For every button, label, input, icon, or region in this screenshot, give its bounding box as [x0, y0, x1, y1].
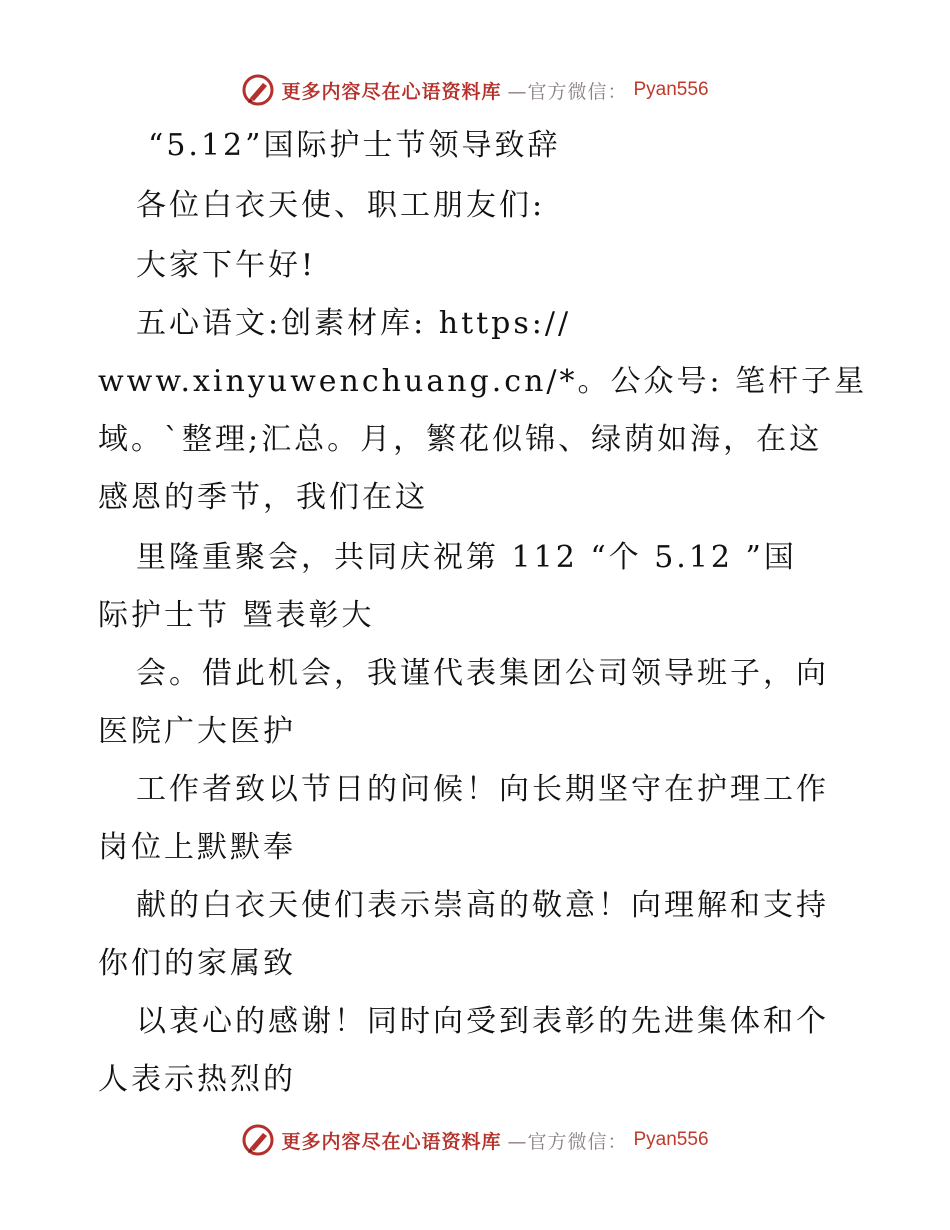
paragraph-line: 各位白衣天使、职工朋友们: [136, 188, 546, 223]
paragraph-line: 域。`整理;汇总。月，繁花似锦、绿荫如海，在这 [98, 422, 823, 457]
paragraph-line: 人表示热烈的 [98, 1062, 296, 1097]
watermark-wechat-id: Pyan556 [633, 79, 709, 100]
pen-logo-icon [241, 73, 275, 107]
paragraph-line: 你们的家属致 [98, 946, 296, 981]
footer-watermark [0, 1120, 950, 1160]
watermark-separator-text: —官方微信： [507, 80, 628, 103]
paragraph-line: 医院广大医护 [98, 714, 296, 749]
paragraph-line: 里隆重聚会，共同庆祝第 112 “个 5.12 ”国 [136, 540, 797, 575]
paragraph-line: www.xinyuwenchuang.cn/*。公众号: 笔杆子星 [98, 364, 868, 399]
watermark-wechat-id: Pyan556 [633, 1129, 709, 1150]
watermark-separator-text: —官方微信： [507, 1130, 628, 1153]
paragraph-line: 大家下午好! [136, 248, 317, 283]
paragraph-line: 会。借此机会，我谨代表集团公司领导班子，向 [136, 656, 829, 691]
paragraph-line: 际护士节 暨表彰大 [98, 598, 375, 633]
header-watermark [0, 70, 950, 110]
watermark-site-text: 更多内容尽在心语资料库 [281, 80, 502, 103]
paragraph-line: 工作者致以节日的问候！向长期坚守在护理工作 [136, 772, 829, 807]
paragraph-line: 感恩的季节，我们在这 [98, 480, 428, 515]
paragraph-line: 以衷心的感谢！同时向受到表彰的先进集体和个 [136, 1004, 829, 1039]
watermark-site-text: 更多内容尽在心语资料库 [281, 1130, 502, 1153]
paragraph-line: 五心语文:创素材库: https:// [136, 306, 572, 341]
paragraph-line: 岗位上默默奉 [98, 830, 296, 865]
document-title: “5.12”国际护士节领导致辞 [148, 128, 561, 163]
paragraph-line: 献的白衣天使们表示崇高的敬意！向理解和支持 [136, 888, 829, 923]
pen-logo-icon [241, 1123, 275, 1157]
